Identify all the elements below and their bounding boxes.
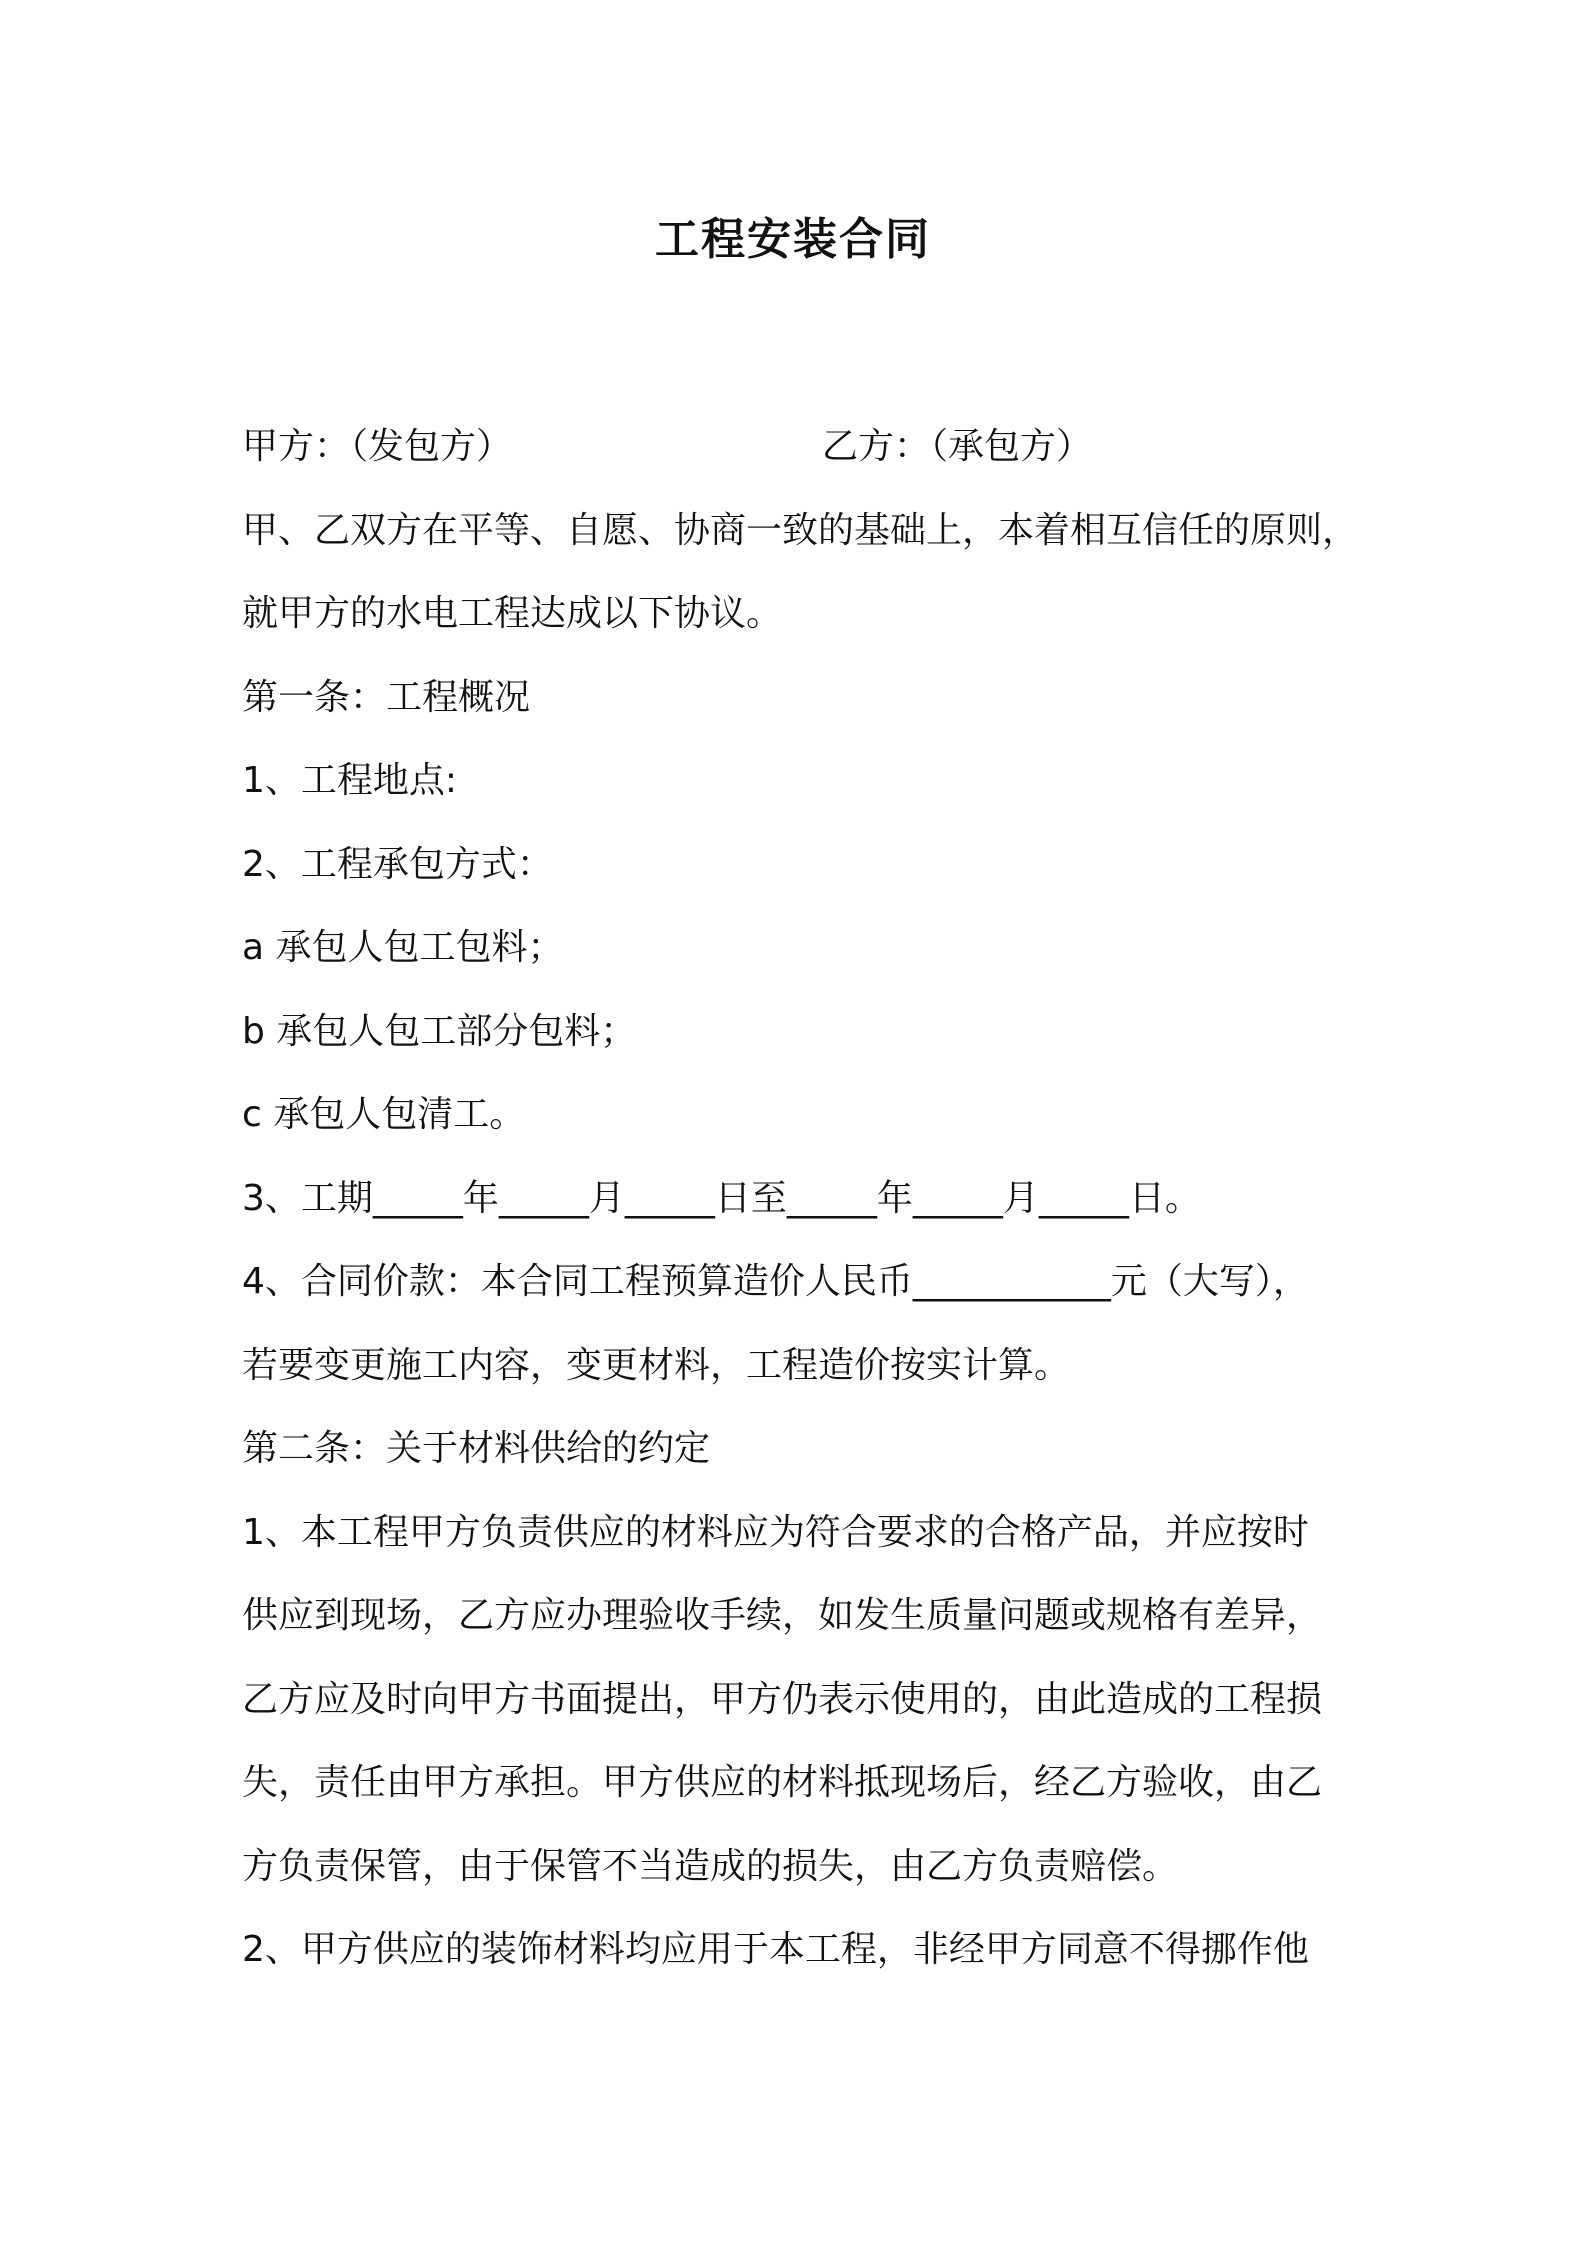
parties-row: [242, 405, 1352, 489]
paragraph-line: 方负责保管，由于保管不当造成的损失，由乙方负责赔偿。: [242, 1845, 1179, 1887]
clause-line: 2、工程承包方式：: [242, 843, 553, 885]
paragraph-line: 失，责任由甲方承担。甲方供应的材料抵现场后，经乙方验收，由乙: [242, 1762, 1323, 1803]
document-body: [242, 405, 1359, 1992]
party-b-label: 乙方：（承包方）: [822, 426, 1093, 467]
option-line: b 承包人包工部分包料；: [242, 1010, 637, 1052]
clause-line: 4、合同价款：本合同工程预算造价人民币___________元（大写），: [242, 1261, 1309, 1302]
section-heading: 第二条：关于材料供给的约定: [242, 1428, 711, 1469]
paragraph-line: 若要变更施工内容，变更材料，工程造价按实计算。: [242, 1344, 1071, 1386]
clause-line: 3、工期_____年_____月_____日至_____年_____月_____日。: [242, 1177, 1201, 1219]
paragraph-line: 乙方应及时向甲方书面提出，甲方仍表示使用的，由此造成的工程损: [242, 1678, 1323, 1720]
paragraph-line: 供应到现场，乙方应办理验收手续，如发生质量问题或规格有差异，: [242, 1595, 1323, 1636]
section-heading: 第一条：工程概况: [242, 676, 531, 718]
paragraph-line: 就甲方的水电工程达成以下协议。: [242, 593, 783, 634]
clause-line: 2、甲方供应的装饰材料均应用于本工程，非经甲方同意不得挪作他: [242, 1929, 1309, 1970]
clause-line: 1、本工程甲方负责供应的材料应为符合要求的合格产品，并应按时: [242, 1511, 1309, 1553]
paragraph-line: 甲、乙双方在平等、自愿、协商一致的基础上，本着相互信任的原则，: [242, 509, 1359, 551]
document-title: 工程安装合同: [655, 214, 931, 265]
party-a-label: 甲方：（发包方）: [242, 426, 513, 467]
clause-line: 1、工程地点:: [242, 760, 458, 801]
option-line: a 承包人包工包料；: [242, 927, 564, 968]
option-line: c 承包人包清工。: [242, 1094, 526, 1135]
